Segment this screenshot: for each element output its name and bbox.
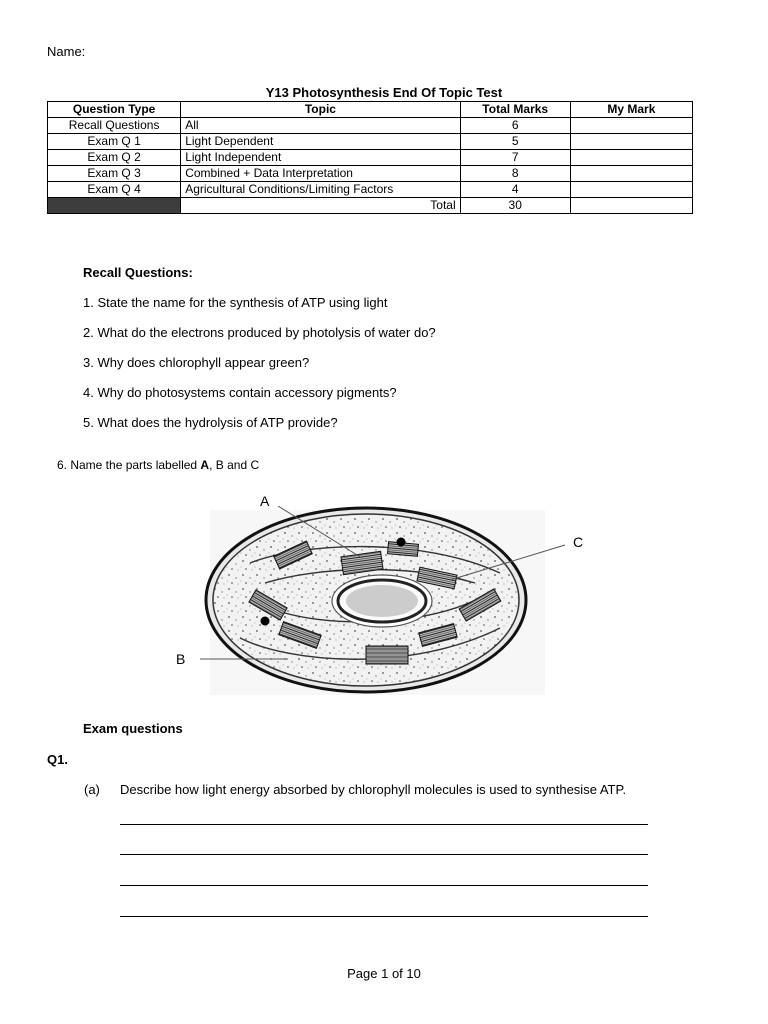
- column-header: My Mark: [570, 102, 692, 118]
- answer-line[interactable]: [120, 916, 648, 917]
- total-marks-cell: 8: [460, 166, 570, 182]
- document-title-text: Y13 Photosynthesis End Of Topic Test: [265, 85, 503, 100]
- my-mark-cell[interactable]: [570, 150, 692, 166]
- lipid-droplet: [397, 538, 406, 547]
- label-a: A: [260, 493, 270, 509]
- document-title: [0, 85, 768, 100]
- q6-prefix: 6. Name the parts labelled: [57, 458, 201, 472]
- name-label: Name:: [47, 44, 86, 59]
- question-type-cell: Exam Q 3: [48, 166, 181, 182]
- my-total-cell[interactable]: [570, 198, 692, 214]
- my-mark-cell[interactable]: [570, 118, 692, 134]
- q1a-text: Describe how light energy absorbed by chlorophyll molecules is used to synthesise ATP.: [120, 782, 627, 797]
- label-b: B: [176, 651, 186, 667]
- recall-question-3: 3. Why does chlorophyll appear green?: [83, 355, 310, 370]
- lipid-droplet: [261, 617, 270, 626]
- q6-label-a: A: [200, 458, 210, 472]
- total-label-cell: Total: [181, 198, 460, 214]
- topic-cell: Light Dependent: [181, 134, 460, 150]
- marks-table: [47, 101, 693, 214]
- topic-cell: Light Independent: [181, 150, 460, 166]
- recall-question-4: 4. Why do photosystems contain accessory pigments?: [83, 385, 397, 400]
- starch-grain-core: [346, 585, 418, 617]
- q1-label: Q1.: [47, 752, 68, 767]
- question-type-cell: Recall Questions: [48, 118, 181, 134]
- chloroplast-diagram: [170, 488, 600, 703]
- table-row: [48, 166, 693, 182]
- q6-suffix: , B and C: [209, 458, 260, 472]
- topic-cell: All: [181, 118, 460, 134]
- recall-question-2: 2. What do the electrons produced by photolysis of water do?: [83, 325, 436, 340]
- table-row: [48, 118, 693, 134]
- column-header: Question Type: [48, 102, 181, 118]
- table-total-row: [48, 198, 693, 214]
- answer-line[interactable]: [120, 885, 648, 886]
- label-c: C: [573, 534, 584, 550]
- question-type-cell: Exam Q 2: [48, 150, 181, 166]
- question-type-cell: Exam Q 4: [48, 182, 181, 198]
- recall-question-5: 5. What does the hydrolysis of ATP provide?: [83, 415, 338, 430]
- recall-heading: Recall Questions:: [83, 265, 193, 280]
- topic-cell: Agricultural Conditions/Limiting Factors: [181, 182, 460, 198]
- page-number: Page 1 of 10: [347, 966, 421, 981]
- total-marks-cell: 5: [460, 134, 570, 150]
- shaded-cell: [48, 198, 181, 214]
- table-header-row: [48, 102, 693, 118]
- total-marks-cell: 4: [460, 182, 570, 198]
- answer-line[interactable]: [120, 824, 648, 825]
- q1a-label: (a): [84, 782, 100, 797]
- column-header: Topic: [181, 102, 460, 118]
- answer-line[interactable]: [120, 854, 648, 855]
- topic-cell: Combined + Data Interpretation: [181, 166, 460, 182]
- exam-heading: Exam questions: [83, 721, 183, 736]
- my-mark-cell[interactable]: [570, 182, 692, 198]
- recall-question-1: 1. State the name for the synthesis of ATP using light: [83, 295, 388, 310]
- question-type-cell: Exam Q 1: [48, 134, 181, 150]
- total-marks-cell: 6: [460, 118, 570, 134]
- column-header: Total Marks: [460, 102, 570, 118]
- total-marks-cell: 7: [460, 150, 570, 166]
- recall-question-6: [57, 458, 259, 472]
- table-row: [48, 150, 693, 166]
- my-mark-cell[interactable]: [570, 166, 692, 182]
- my-mark-cell[interactable]: [570, 134, 692, 150]
- table-row: [48, 134, 693, 150]
- table-row: [48, 182, 693, 198]
- total-value-cell: 30: [460, 198, 570, 214]
